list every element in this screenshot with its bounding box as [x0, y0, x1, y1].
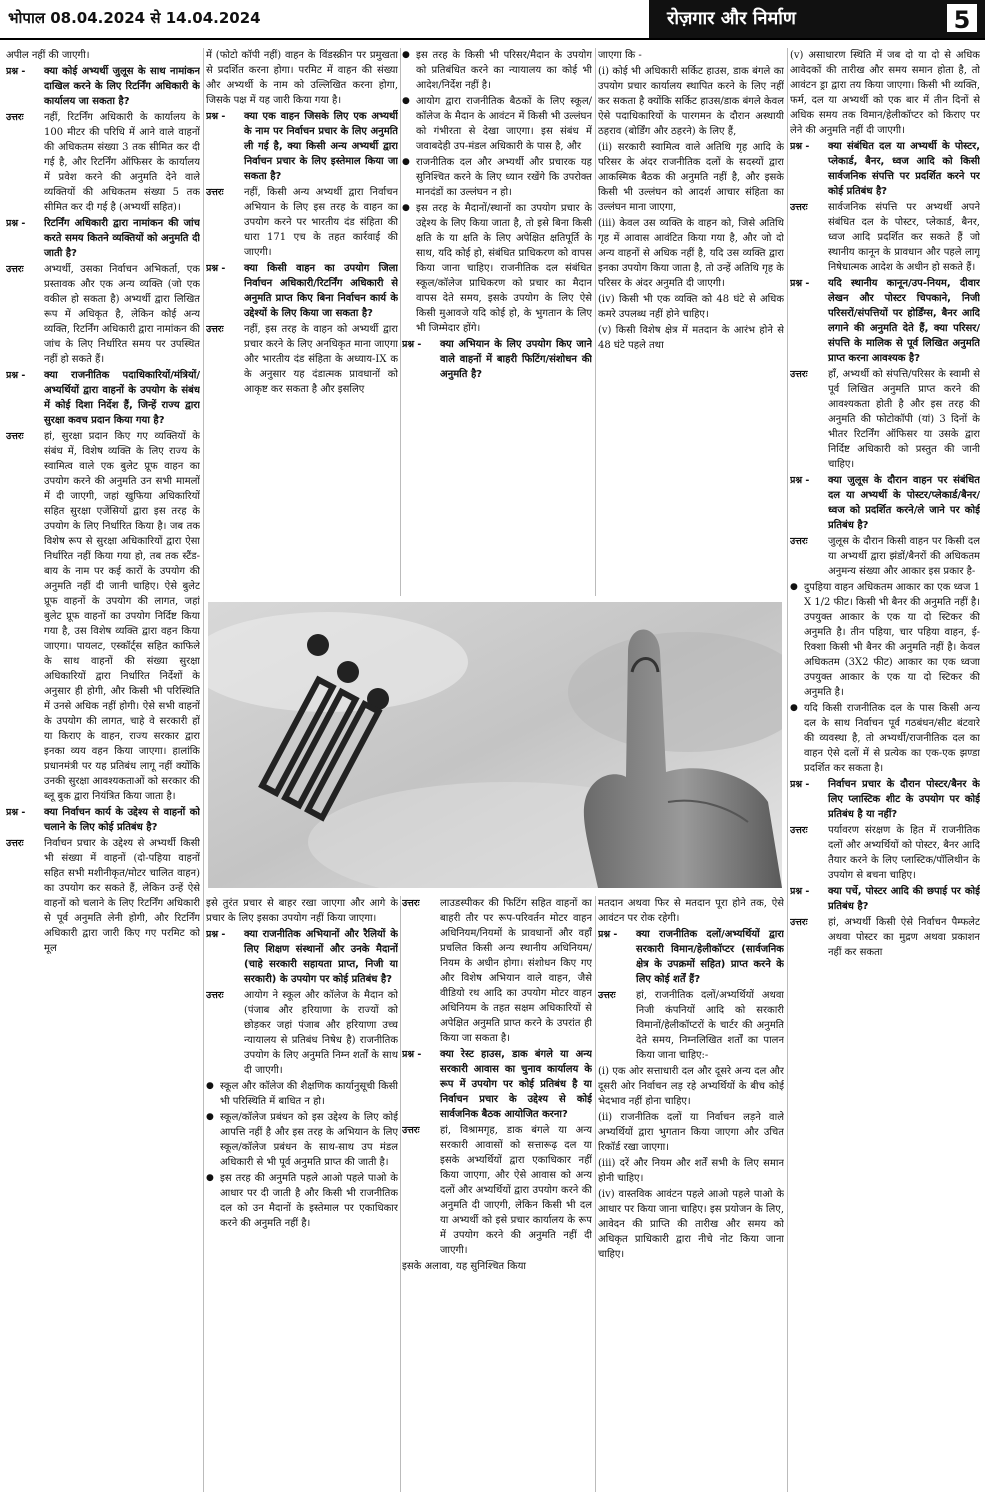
- bullet-icon: ●: [206, 1112, 214, 1122]
- column-2-top: [206, 48, 398, 596]
- bullet-text: स्कूल/कॉलेज प्रबंधन को इस उद्देश्य के लिए कोई आपत्ति नहीं है और इस तरह के अभियान के लिए स्कूल/कॉलेज प्रबंधन के साथ-साथ उप मंडल अधिकारी से भी पूर्व अनुमति प्राप्त की जाती है।: [220, 1112, 398, 1168]
- bullet-text: इस तरह के किसी भी परिसर/मैदान के उपयोग को प्रतिबंधित करने का न्यायालय का कोई भी आदेश/निर्देश नहीं है।: [416, 50, 592, 91]
- question-label: प्रश्न -: [790, 278, 810, 289]
- question-text: यदि स्थानीय कानून/उप-नियम, दीवार लेखन और पोस्टर चिपकाने, निजी परिसरों/संपत्तियों पर होर्डिंग्स, बैनर आदि लगाने की अनुमति देते हैं, क्या परिसर/संपत्ति के मालिक से पूर्व लिखित अनुमति प्राप्त करना आवश्यक है?: [828, 278, 980, 364]
- answer: [6, 262, 200, 367]
- answer: [206, 322, 398, 397]
- answer: [6, 110, 200, 215]
- paragraph: (iv) वास्तविक आवंटन पहले आओ पहले पाओ के आधार पर किया जाना चाहिए। इस प्रयोजन के लिए, आवेदन की प्राप्ति की तारीख और समय को अधिकृत प्राधिकारी द्वारा नीचे नोट किया जाना चाहिए।: [598, 1189, 784, 1260]
- column-1: [6, 48, 200, 1492]
- question-text: क्या रेस्ट हाउस, डाक बंगले या अन्य सरकारी आवास का चुनाव कार्यालय के रूप में उपयोग पर कोई प्रतिबंध है या निर्वाचन प्रचार के उद्देश्य से कोई सार्वजनिक बैठक आयोजित करना?: [440, 1049, 592, 1120]
- bullet-item: [790, 701, 980, 776]
- question-text: क्या एक वाहन जिसके लिए एक अभ्यर्थी के नाम पर निर्वाचन प्रचार के लिए अनुमति ली गई है, क्या किसी अन्य अभ्यर्थी द्वारा निर्वाचन प्रचार के लिए इस्तेमाल किया जा सकता है?: [244, 111, 398, 182]
- answer-text: नहीं, किसी अन्य अभ्यर्थी द्वारा निर्वाचन अभियान के लिए इस तरह के वाहन का उपयोग करने पर भारतीय दंड संहिता की धारा 171 एच के तहत कार्रवाई की जाएगी।: [244, 187, 398, 258]
- question-text: निर्वाचन प्रचार के दौरान पोस्टर/बैनर के लिए प्लास्टिक शीट के उपयोग पर कोई प्रतिबंध है या नहीं?: [828, 779, 980, 820]
- answer-text: हां, राजनीतिक दलों/अभ्यर्थियों अथवा निजी कंपनियों आदि को सरकारी विमानों/हेलीकॉप्टरों के चार्टर की अनुमति देते समय, निम्नलिखित शर्तों का पालन किया जाना चाहिए:-: [636, 990, 784, 1061]
- bullet-text: यदि किसी राजनीतिक दल के पास किसी अन्य दल के साथ निर्वाचन पूर्व गठबंधन/सीट बंटवारे की व्यवस्था है, तो अभ्यर्थी/राजनीतिक दल का वाहन ऐसे दलों में से प्रत्येक का एक-एक झण्डा प्रदर्शित कर सकता है।: [804, 703, 980, 774]
- paragraph: में (फोटो कॉपी नहीं) वाहन के विंडस्क्रीन पर प्रमुखता से प्रदर्शित करना होगा। परमिट में वाहन की संख्या और अभ्यर्थी के नाम को उल्लिखित करना होगा, जिसके पक्ष में यह जारी किया गया है।: [206, 50, 398, 106]
- column-rule: [595, 896, 596, 1492]
- question: [6, 368, 200, 428]
- column-2-bottom: [206, 896, 398, 1492]
- bullet-icon: ●: [402, 50, 410, 60]
- paragraph: (iii) केवल उस व्यक्ति के वाहन को, जिसे अतिथि गृह में आवास आवंटित किया गया है, और जो दो अन्य वाहनों से अधिक नहीं है, यदि उस व्यक्ति द्वारा इनका उपयोग किया जाता है, तो उन्हें अतिथि गृह के परिसर के अंदर अनुमति दी जाएगी।: [598, 218, 784, 289]
- answer-label: उत्तरः: [598, 990, 616, 1001]
- answer: [206, 185, 398, 260]
- bullet-text: स्कूल और कॉलेज की शैक्षणिक कार्यानुसूची किसी भी परिस्थिति में बाधित न हो।: [220, 1081, 398, 1107]
- paragraph: (ii) सरकारी स्वामित्व वाले अतिथि गृह आदि के परिसर के अंदर राजनीतिक दलों के सदस्यों द्वारा आकस्मिक बैठक की अनुमति नहीं है, और इसके किसी भी उल्लंघन को आदर्श आचार संहिता का उल्लंघन माना जाएगा,: [598, 142, 784, 213]
- answer: [790, 915, 980, 960]
- answer-label: उत्तरः: [6, 264, 24, 275]
- answer-text: नहीं, इस तरह के वाहन को अभ्यर्थी द्वारा प्रचार करने के लिए अनधिकृत माना जाएगा और भारतीय दंड संहिता के अध्याय-IX क के अनुसार यह दंडात्मक प्रावधानों को आकृष्ट कर सकता है और इसलिए: [244, 324, 398, 395]
- paragraph: इसे तुरंत प्रचार से बाहर रखा जाएगा और आगे के प्रचार के लिए इसका उपयोग नहीं किया जाएगा।: [206, 898, 398, 924]
- question-text: क्या किसी वाहन का उपयोग जिला निर्वाचन अधिकारी/रिटर्निंग अधिकारी से अनुमति प्राप्त किए बिना निर्वाचन कार्य के उद्देश्यों के लिए किया जा सकता है?: [244, 263, 398, 319]
- answer-text: लाउडस्पीकर की फिटिंग सहित वाहनों का बाहरी तौर पर रूप-परिवर्तन मोटर वाहन अधिनियम/नियमों के प्रावधानों और वहाँ प्रचलित किसी अन्य स्थानीय अधिनियम/नियम के अधीन होगा। संशोधन किए गए और विशेष अभियान वाले वाहन, जैसे वीडियो रथ आदि का उपयोग मोटर वाहन अधिनियम के तहत सक्षम अधिकारियों से अपेक्षित अनुमति प्राप्त करने के उपरांत ही किया जा सकता है।: [440, 898, 592, 1044]
- question-label: प्रश्न -: [402, 1049, 422, 1060]
- answer: [402, 896, 592, 1046]
- question-label: प्रश्न -: [206, 111, 226, 122]
- answer-label: उत्तरः: [790, 202, 808, 213]
- answer-label: उत्तरः: [790, 917, 808, 928]
- answer-text: पर्यावरण संरक्षण के हित में राजनीतिक दलों और अभ्यर्थियों को पोस्टर, बैनर आदि तैयार करने के लिए प्लास्टिक/पॉलिथीन के उपयोग से बचना चाहिए।: [828, 825, 980, 881]
- answer-label: उत्तरः: [402, 1125, 420, 1136]
- paragraph: (i) कोई भी अधिकारी सर्किट हाउस, डाक बंगले का उपयोग प्रचार कार्यालय स्थापित करने के लिए नहीं कर सकता है क्योंकि सर्किट हाउस/डाक बंगले केवल ऐसे पदाधिकारियों के पारगमन के दौरान अस्थायी ठहराव (बोर्डिंग और ठहरने) के लिए हैं,: [598, 66, 784, 137]
- question-text: क्या संबंधित दल या अभ्यर्थी के पोस्टर, प्लेकार्ड, बैनर, ध्वज आदि को किसी सार्वजनिक संपत्ति पर प्रदर्शित करने पर कोई प्रतिबंध है?: [828, 141, 980, 197]
- answer: [790, 200, 980, 275]
- answer-text: अभ्यर्थी, उसका निर्वाचन अभिकर्ता, एक प्रस्तावक और एक अन्य व्यक्ति (जो एक वकील हो सकता है) अभ्यर्थी द्वारा लिखित रूप में अधिकृत है, लेकिन कोई अन्य व्यक्ति, रिटर्निंग अधिकारी द्वारा नामांकन की जांच के लिए निर्धारित समय पर उपस्थित नहीं हो सकते हैं।: [44, 264, 200, 365]
- question: [790, 276, 980, 366]
- bullet-icon: ●: [790, 582, 798, 592]
- publication-banner: [649, 0, 985, 38]
- bullet-item: [206, 1110, 398, 1170]
- question-label: प्रश्न -: [790, 475, 810, 486]
- bullet-item: [206, 1079, 398, 1109]
- bullet-icon: ●: [206, 1173, 214, 1183]
- question-label: प्रश्न -: [6, 66, 26, 77]
- question-text: रिटर्निंग अधिकारी द्वारा नामांकन की जांच करते समय कितने व्यक्तियों को अनुमति दी जाती है?: [44, 218, 200, 259]
- column-rule: [595, 48, 596, 596]
- column-4-bottom: [598, 896, 784, 1492]
- paragraph: (ii) राजनीतिक दलों या निर्वाचन लड़ने वाले अभ्यर्थियों द्वारा भुगतान किया जाएगा और उचित रिकॉर्ड रखा जाएगा।: [598, 1112, 784, 1153]
- question-label: प्रश्न -: [790, 886, 810, 897]
- column-3-bottom: [402, 896, 592, 1492]
- answer: [402, 1123, 592, 1258]
- question: [790, 139, 980, 199]
- answer-text: नहीं, रिटर्निंग अधिकारी के कार्यालय के 100 मीटर की परिधि में आने वाले वाहनों की अधिकतम संख्या 3 तक सीमित कर दी गई है, और रिटर्निंग ऑफिसर के कार्यालय में प्रवेश करने की अनुमति देने वाले व्यक्तियों की अधिकतम संख्या 5 तक सीमित कर दी गई है (अभ्यर्थी सहित)।: [44, 112, 200, 213]
- question: [790, 884, 980, 914]
- publication-name: रोज़गार और निर्माण: [667, 8, 796, 29]
- answer: [790, 534, 980, 579]
- bullet-text: इस तरह के मैदानों/स्थानों का उपयोग प्रचार के उद्देश्य के लिए किया जाता है, तो इसे बिना किसी क्षति के या क्षति के लिए अपेक्षित क्षतिपूर्ति के साथ, यदि कोई हो, संबंधित प्राधिकरण को वापस किया जाना चाहिए। राजनीतिक दल संबंधित स्कूल/कॉलेज प्राधिकरण को प्रचार का मैदान वापस देते समय, इसके उपयोग के लिए ऐसे किसी मुआवजे यदि कोई हो, के भुगतान के लिए भी जिम्मेदार होंगे।: [416, 203, 592, 334]
- answer-label: उत्तरः: [6, 838, 24, 849]
- question-label: प्रश्न -: [6, 807, 26, 818]
- bullet-icon: ●: [206, 1081, 214, 1091]
- column-4-top: [598, 48, 784, 596]
- bullet-item: [402, 155, 592, 200]
- bullet-text: आयोग द्वारा राजनीतिक बैठकों के लिए स्कूल/कॉलेज के मैदान के आवंटन में किसी भी उल्लंघन को गंभीरता से देखा जाएगा। इस संबंध में जवाबदेही उप-मंडल अधिकारी के पास है, और: [416, 96, 592, 152]
- answer-label: उत्तरः: [206, 990, 224, 1001]
- answer-label: उत्तरः: [206, 324, 224, 335]
- paragraph: मतदान अथवा फिर से मतदान पूरा होने तक, ऐसे आवंटन पर रोक रहेगी।: [598, 898, 784, 924]
- column-rule: [203, 48, 204, 1492]
- question-label: प्रश्न -: [6, 370, 26, 381]
- question: [598, 927, 784, 987]
- answer-label: उत्तरः: [6, 112, 24, 123]
- question: [206, 261, 398, 321]
- answer-text: हां, अभ्यर्थी किसी ऐसे निर्वाचन पैम्फलेट अथवा पोस्टर का मुद्रण अथवा प्रकाशन नहीं कर सकता: [828, 917, 980, 958]
- question-label: प्रश्न -: [6, 218, 26, 229]
- answer-text: हाँ, अभ्यर्थी को संपत्ति/परिसर के स्वामी से पूर्व लिखित अनुमति प्राप्त करने की आवश्यकता होती है और इस तरह की अनुमति की फोटोकॉपी (यां) 3 दिनों के भीतर रिटर्निंग ऑफिसर या उसके द्वारा निर्दिष्ट अधिकारी को प्रस्तुत की जानी चाहिए।: [828, 369, 980, 470]
- question-text: क्या कोई अभ्यर्थी जुलूस के साथ नामांकन दाखिल करने के लिए रिटर्निंग अधिकारी के कार्यालय जा सकता है?: [44, 66, 200, 107]
- paragraph: (v) असाधारण स्थिति में जब दो या दो से अधिक आवेदकों की तारीख और समय समान होता है, तो आवंटन ड्रा द्वारा तय किया जाएगा। किसी भी व्यक्ति, फर्म, दल या अभ्यर्थी को एक बार में तीन दिनों से अधिक समय तक विमान/हेलीकॉप्टर को किराए पर लेने की अनुमति नहीं दी जाएगी।: [790, 50, 980, 136]
- column-rule: [400, 48, 401, 596]
- answer: [206, 988, 398, 1078]
- answer: [790, 823, 980, 883]
- question: [402, 337, 592, 382]
- question-text: क्या राजनीतिक अभियानों और रैलियों के लिए शिक्षण संस्थानों और उनके मैदानों (चाहे सरकारी सहायता प्राप्त, निजी या सरकारी) के उपयोग पर कोई प्रतिबंध है?: [244, 929, 398, 985]
- question-text: क्या राजनीतिक दलों/अभ्यर्थियों द्वारा सरकारी विमान/हेलीकॉप्टर (सार्वजनिक क्षेत्र के उपक्रमों सहित) प्राप्त करने के लिए कोई शर्तें हैं?: [636, 929, 784, 985]
- answer-label: उत्तरः: [6, 431, 24, 442]
- question: [6, 216, 200, 261]
- bullet-item: [206, 1171, 398, 1231]
- bullet-item: [402, 94, 592, 154]
- answer-text: निर्वाचन प्रचार के उद्देश्य से अभ्यर्थी किसी भी संख्या में वाहनों (दो-पहिया वाहनों सहित सभी मशीनीकृत/मोटर चालित वाहन) का उपयोग कर सकते हैं, लेकिन उन्हें ऐसे वाहनों को चलाने के लिए रिटर्निंग अधिकारी से पूर्व अनुमति लेनी होगी, और रिटर्निंग अधिकारी द्वारा जारी किए गए परमिट को मूल: [44, 838, 200, 954]
- question-label: प्रश्न -: [206, 263, 226, 274]
- question-label: प्रश्न -: [402, 339, 422, 350]
- answer: [6, 836, 200, 956]
- bullet-icon: ●: [402, 96, 410, 106]
- question-text: क्या अभियान के लिए उपयोग किए जाने वाले वाहनों में बाहरी फिटिंग/संशोधन की अनुमति है?: [440, 339, 592, 380]
- answer-text: जुलूस के दौरान किसी वाहन पर किसी दल या अभ्यर्थी द्वारा झंडों/बैनरों की अधिकतम अनुमन्य संख्या और आकार इस प्रकार है-: [828, 536, 980, 577]
- paragraph: इसके अलावा, यह सुनिश्चित किया: [402, 1261, 526, 1272]
- answer-label: उत्तरः: [206, 187, 224, 198]
- answer: [598, 988, 784, 1063]
- bullet-icon: ●: [402, 203, 410, 213]
- answer-text: सार्वजनिक संपत्ति पर अभ्यर्थी अपने संबंधित दल के पोस्टर, प्लेकार्ड, बैनर, ध्वज आदि प्रदर्शित कर सकते हैं जो स्थानीय कानून के प्रावधान और पहले लागू निषेधात्मक आदेश के अधीन हो सकते हैं।: [828, 202, 980, 273]
- question-label: प्रश्न -: [790, 141, 810, 152]
- answer-label: उत्तरः: [790, 825, 808, 836]
- answer-text: आयोग ने स्कूल और कॉलेज के मैदान को (पंजाब और हरियाणा के राज्यों को छोड़कर जहां पंजाब और हरियाणा उच्च न्यायालय से प्रतिबंध निषेध है) राजनीतिक उपयोग के लिए अनुमति निम्न शर्तों के साथ दी जाएगी।: [244, 990, 398, 1076]
- bullet-text: दुपहिया वाहन अधिकतम आकार का एक ध्वज 1 X 1/2 फीट। किसी भी बैनर की अनुमति नहीं है। उपयुक्त आकार के एक या दो स्टिकर की अनुमति है। तीन पहिया, चार पहिया वाहन, ई-रिक्शा किसी भी बैनर की अनुमति नहीं है। केवल अधिकतम (3X2 फीट) आकार का एक ध्वजा उपयुक्त आकार के एक या दो स्टिकर की अनुमति है।: [804, 582, 980, 698]
- page-header: [0, 0, 985, 40]
- question: [206, 109, 398, 184]
- answer-text: हां, विश्रामगृह, डाक बंगले या अन्य सरकारी आवासों को सत्तारूढ़ दल या इसके अभ्यर्थियों द्वारा एकाधिकार नहीं किया जाएगा, और ऐसे आवास को अन्य दलों और अभ्यर्थियों द्वारा उपयोग करने की अनुमति दी जाएगी, लेकिन किसी भी दल या अभ्यर्थी को इसे प्रचार कार्यालय के रूप में उपयोग करने की अनुमति नहीं दी जाएगी।: [440, 1125, 592, 1256]
- column-3-top: [402, 48, 592, 596]
- answer-label: उत्तरः: [790, 369, 808, 380]
- bullet-item: [402, 48, 592, 93]
- answer-text: हां, सुरक्षा प्रदान किए गए व्यक्तियों के संबंध में, विशेष व्यक्ति के लिए राज्य के स्वामित्व वाले एक बुलेट प्रूफ वाहन का उपयोग करने की अनुमति उन सभी मामलों में दी जाएगी, जहां खुफिया अधिकारियों सहित सुरक्षा एजेंसियों द्वारा इस तरह के उपयोग के लिए निर्धारित किया है। जब तक विशेष रूप से सुरक्षा अधिकारियों द्वारा ऐसा निर्धारित नहीं किया गया हो, तब तक स्टैंड-बाय के नाम पर कई कारों के उपयोग की अनुमति नहीं दी जानी चाहिए। ऐसे बुलेट प्रूफ वाहनों के उपयोग की लागत, जहां बुलेट प्रूफ वाहनों का उपयोग निर्दिष्ट किया गया है, उस विशेष व्यक्ति द्वारा वहन किया जाएगा। पायलट, एस्कॉर्ट्स सहित काफिले के साथ वाहनों की संख्या सुरक्षा अधिकारियों द्वारा निर्धारित निर्देशों के अनुसार ही होगी, और किसी भी परिस्थिति में उनसे अधिक नहीं होगी। ऐसे सभी वाहनों के उपयोग की लागत, चाहे वे सरकारी हों या किराए के वाहन, राज्य सरकार द्वारा इनका व्यय वहन किया जाएगा। हालांकि प्रधानमंत्री पर यह प्रतिबंध लागू नहीं क्योंकि उनकी सुरक्षा आवश्यकताओं को सरकार की ब्लू बुक द्वारा नियंत्रित किया जाता है।: [44, 431, 200, 802]
- question-label: प्रश्न -: [206, 929, 226, 940]
- question: [6, 805, 200, 835]
- question: [6, 64, 200, 109]
- question-text: क्या राजनीतिक पदाधिकारियों/मंत्रियों/अभ्यर्थियों द्वारा वाहनों के उपयोग के संबंध में कोई दिशा निर्देश हैं, जिन्हें राज्य द्वारा सुरक्षा कवच प्रदान किया गया है?: [44, 370, 200, 426]
- question-label: प्रश्न -: [598, 929, 618, 940]
- bullet-text: इस तरह की अनुमति पहले आओ पहले पाओ के आधार पर दी जाती है और किसी भी राजनीतिक दल को उन मैदानों के इस्तेमाल पर एकाधिकार करने की अनुमति नहीं है।: [220, 1173, 398, 1229]
- column-rule: [787, 48, 788, 1492]
- question: [206, 927, 398, 987]
- question: [790, 473, 980, 533]
- answer: [6, 429, 200, 804]
- paragraph: (iii) दरें और नियम और शर्तें सभी के लिए समान होनी चाहिए।: [598, 1158, 784, 1184]
- question-label: प्रश्न -: [790, 779, 810, 790]
- question-text: क्या पर्चे, पोस्टर आदि की छपाई पर कोई प्रतिबंध है?: [828, 886, 980, 912]
- column-rule: [400, 896, 401, 1492]
- election-photo-illustration: [208, 602, 782, 888]
- paragraph: (i) एक ओर सत्ताधारी दल और दूसरे अन्य दल और दूसरी ओर निर्वाचन लड़ रहे अभ्यर्थियों के बीच कोई भेदभाव नहीं होना चाहिए।: [598, 1066, 784, 1107]
- column-5: [790, 48, 980, 1492]
- question-text: क्या जुलूस के दौरान वाहन पर संबंधित दल या अभ्यर्थी के पोस्टर/प्लेकार्ड/बैनर/ध्वज को प्रदर्शित करने/ले जाने पर कोई प्रतिबंध है?: [828, 475, 980, 531]
- answer-label: उत्तरः: [402, 898, 420, 909]
- answer: [790, 367, 980, 472]
- election-photo: [208, 602, 782, 888]
- issue-date: भोपाल 08.04.2024 से 14.04.2024: [8, 9, 261, 27]
- paragraph: जाएगा कि -: [598, 50, 642, 61]
- bullet-text: राजनीतिक दल और अभ्यर्थी और प्रचारक यह सुनिश्चित करने के लिए ध्यान रखेंगे कि उपरोक्त मानदंडों का उल्लंघन न हो।: [416, 157, 592, 198]
- question: [402, 1047, 592, 1122]
- bullet-icon: ●: [402, 157, 410, 167]
- paragraph: अपील नहीं की जाएगी।: [6, 50, 90, 61]
- bullet-icon: ●: [790, 703, 798, 713]
- paragraph: (v) किसी विशेष क्षेत्र में मतदान के आरंभ होने से 48 घंटे पहले तथा: [598, 325, 784, 351]
- question: [790, 777, 980, 822]
- bullet-item: [790, 580, 980, 700]
- paragraph: (iv) किसी भी एक व्यक्ति को 48 घंटे से अधिक कमरे उपलब्ध नहीं होने चाहिए।: [598, 294, 784, 320]
- question-text: क्या निर्वाचन कार्य के उद्देश्य से वाहनों को चलाने के लिए कोई प्रतिबंध है?: [44, 807, 200, 833]
- page-number: 5: [945, 2, 979, 34]
- bullet-item: [402, 201, 592, 336]
- answer-label: उत्तरः: [790, 536, 808, 547]
